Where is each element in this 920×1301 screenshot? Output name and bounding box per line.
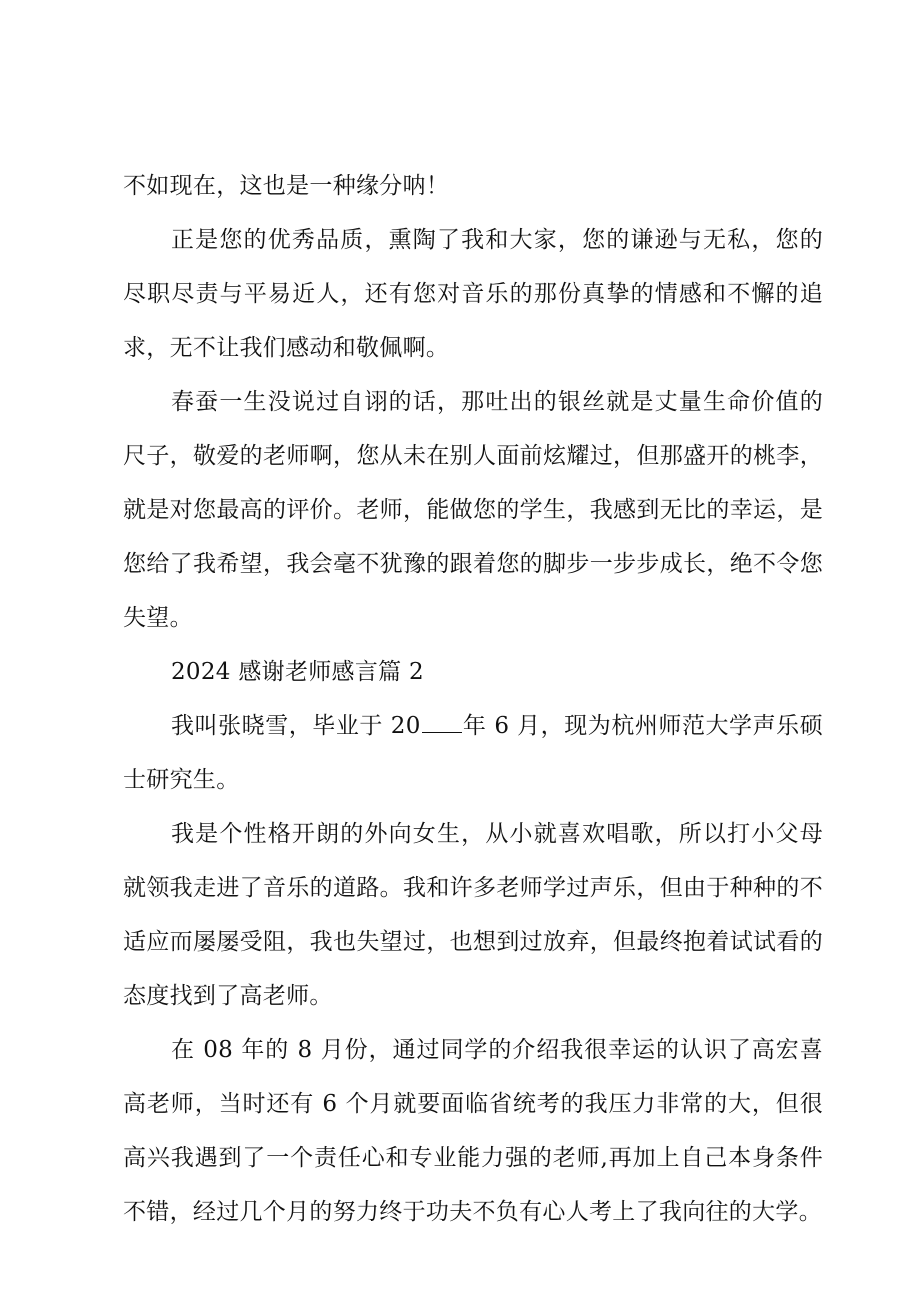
paragraph-intro bbox=[123, 699, 823, 807]
fill-in-blank bbox=[422, 714, 462, 733]
paragraph-personality: 我是个性格开朗的外向女生，从小就喜欢唱歌，所以打小父母就领我走进了音乐的道路。我和许多老师学过声乐，但由于种种的不适应而屡屡受阻，我也失望过，也想到过放弃，但最终抱着试试看的态度找到了高老师。 bbox=[123, 821, 823, 1009]
document-body bbox=[123, 159, 823, 1239]
paragraph-qualities: 正是您的优秀品质，熏陶了我和大家，您的谦逊与无私，您的尽职尽责与平易近人，还有您对音乐的那份真挚的情感和不懈的追求，无不让我们感动和敬佩啊。 bbox=[123, 227, 823, 361]
intro-before-blank: 我叫张晓雪，毕业于 20 bbox=[171, 713, 421, 739]
intro-after-blank: 年 6 月，现为杭州师范大学声乐硕士研究生。 bbox=[123, 713, 823, 793]
section-heading: 2024 感谢老师感言篇 2 bbox=[171, 659, 424, 685]
paragraph-silkworm: 春蚕一生没说过自诩的话，那吐出的银丝就是丈量生命价值的尺子，敬爱的老师啊，您从未在别人面前炫耀过，但那盛开的桃李，就是对您最高的评价。老师，能做您的学生，我感到无比的幸运，是您给了我希望，我会毫不犹豫的跟着您的脚步一步步成长，绝不令您失望。 bbox=[123, 389, 823, 631]
paragraph-continuation: 不如现在，这也是一种缘分呐！ bbox=[123, 173, 450, 199]
paragraph-meeting-teacher: 在 08 年的 8 月份，通过同学的介绍我很幸运的认识了高宏喜高老师，当时还有 6 个月就要面临省统考的我压力非常的大，但很高兴我遇到了一个责任心和专业能力强的老师,再加上自己本身条件不错，经过几个月的努力终于功夫不负有心人考上了我向往的大学。 bbox=[123, 1037, 823, 1225]
